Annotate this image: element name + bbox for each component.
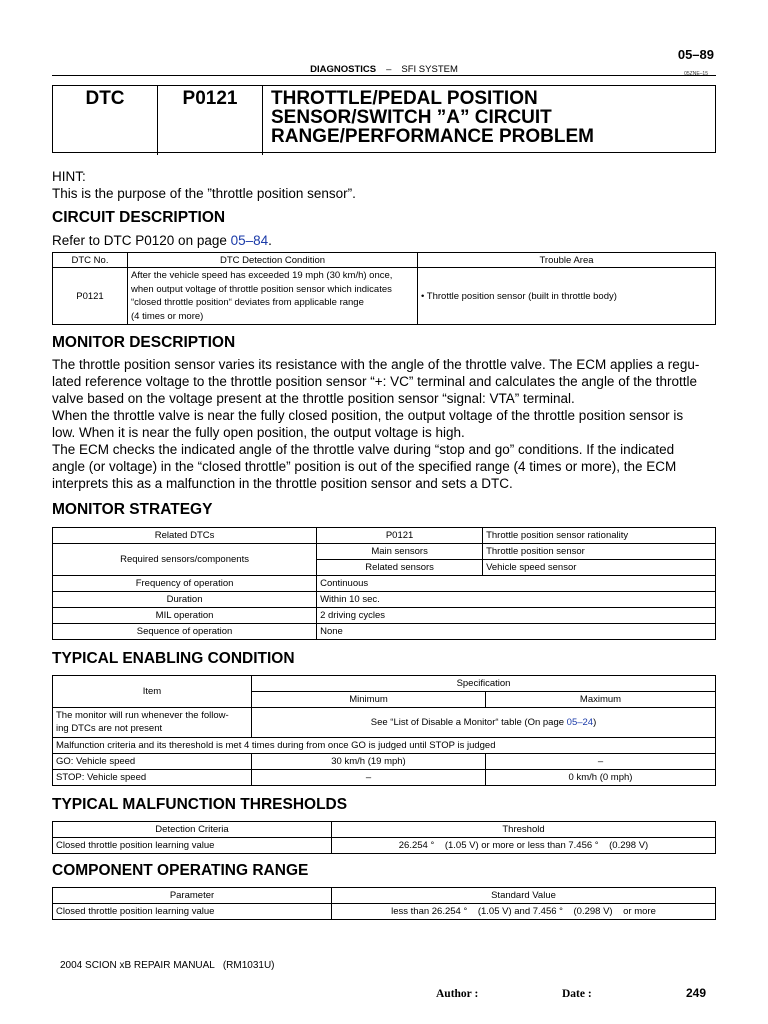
mt-col-criteria: Detection Criteria	[53, 822, 332, 838]
th-dtc-no: DTC No.	[53, 253, 128, 268]
ec-monitor-run	[53, 708, 252, 738]
or-col-standard: Standard Value	[332, 888, 716, 904]
ec-monitor-run-line: ing DTCs are not present	[56, 722, 163, 734]
condition-line: (4 times or more)	[131, 310, 204, 322]
monitor-strategy-heading: MONITOR STRATEGY	[52, 501, 213, 518]
or-col-parameter: Parameter	[53, 888, 332, 904]
ms-mil-value: 2 driving cycles	[317, 608, 716, 624]
mt-row-label: Closed throttle position learning value	[53, 838, 332, 854]
ms-related-sensors-label: Related sensors	[317, 560, 483, 576]
manual-footer: 2004 SCION xB REPAIR MANUAL (RM1031U)	[60, 960, 275, 971]
ec-see-suffix: )	[593, 717, 597, 728]
monitor-line: lated reference voltage to the throttle position sensor “+: VC” terminal and calculates the angle of the throttle	[52, 374, 697, 389]
ms-duration-value: Within 10 sec.	[317, 592, 716, 608]
dtc-detection-table	[52, 252, 716, 325]
monitor-strategy-table	[52, 527, 716, 640]
ec-go-min: 30 km/h (19 mph)	[252, 754, 486, 770]
dtc-code: P0121	[158, 86, 263, 155]
monitor-line: valve based on the voltage present at the throttle position sensor “signal: VTA” terminal.	[52, 391, 575, 406]
page-link-05-84[interactable]: 05–84	[230, 233, 269, 248]
monitor-line: interprets this as a malfunction in the throttle position sensor and sets a DTC.	[52, 476, 513, 491]
page-code: 05–89	[677, 47, 714, 62]
author-label: Author :	[436, 988, 479, 1000]
mt-row-value: 26.254 ° (1.05 V) or more or less than 7.456 ° (0.298 V)	[332, 838, 716, 854]
cell-dtc-no: P0121	[53, 268, 128, 325]
section-title: DIAGNOSTICS	[310, 64, 377, 75]
hint-label: HINT:	[52, 169, 86, 184]
doc-code: 05ZNE–15	[684, 71, 708, 77]
dtc-title-box	[52, 85, 716, 153]
th-detection-condition: DTC Detection Condition	[128, 253, 418, 268]
system-title: SFI SYSTEM	[401, 64, 458, 75]
or-row-label: Closed throttle position learning value	[53, 904, 332, 920]
dtc-title-line: RANGE/PERFORMANCE PROBLEM	[271, 126, 595, 147]
enabling-condition-heading: TYPICAL ENABLING CONDITION	[52, 650, 295, 667]
ec-item-label: Item	[53, 676, 252, 708]
ec-stop-min: –	[252, 770, 486, 786]
header-divider	[52, 75, 716, 76]
circuit-refer-text	[52, 232, 272, 249]
ms-required-label: Required sensors/components	[53, 544, 317, 576]
monitor-description-body	[52, 356, 722, 492]
refer-suffix: .	[268, 233, 272, 248]
ms-main-sensors-value: Throttle position sensor	[483, 544, 716, 560]
monitor-line: The throttle position sensor varies its resistance with the angle of the throttle valve. The ECM applies a regu-	[52, 357, 700, 372]
mt-col-threshold: Threshold	[332, 822, 716, 838]
ec-criteria: Malfunction criteria and its thereshold is met 4 times during from once GO is judged until STOP is judged	[53, 738, 716, 754]
ms-duration-label: Duration	[53, 592, 317, 608]
monitor-line: When the throttle valve is near the fully closed position, the output voltage of the throttle position sensor is	[52, 408, 684, 423]
ms-frequency-value: Continuous	[317, 576, 716, 592]
monitor-line: angle (or voltage) in the “closed throttle” position is out of the specified range (4 times or more), the ECM	[52, 459, 677, 474]
page-number: 249	[685, 986, 706, 1000]
th-trouble-area: Trouble Area	[418, 253, 716, 268]
section-header	[0, 64, 768, 75]
dtc-label: DTC	[53, 86, 158, 155]
cell-trouble-area: • Throttle position sensor (built in throttle body)	[418, 268, 716, 325]
ms-related-dtcs-desc: Throttle position sensor rationality	[483, 528, 716, 544]
monitor-line: low. When it is near the fully open position, the output voltage is high.	[52, 425, 465, 440]
hint-text: This is the purpose of the ”throttle position sensor”.	[52, 186, 356, 201]
refer-prefix: Refer to DTC P0120 on page	[52, 233, 231, 248]
condition-line: After the vehicle speed has exceeded 19 mph (30 km/h) once,	[131, 270, 393, 281]
dtc-title-line: THROTTLE/PEDAL POSITION	[271, 88, 538, 109]
ms-mil-label: MIL operation	[53, 608, 317, 624]
ms-sequence-label: Sequence of operation	[53, 624, 317, 640]
enabling-condition-table	[52, 675, 716, 786]
ec-stop-max: 0 km/h (0 mph)	[486, 770, 716, 786]
section-dash: –	[386, 64, 392, 75]
operating-range-heading: COMPONENT OPERATING RANGE	[52, 862, 309, 879]
ec-see-prefix: See “List of Disable a Monitor“ table (On page	[370, 717, 567, 728]
malfunction-thresholds-heading: TYPICAL MALFUNCTION THRESHOLDS	[52, 796, 348, 813]
monitor-description-heading: MONITOR DESCRIPTION	[52, 334, 236, 351]
ms-related-dtcs-label: Related DTCs	[53, 528, 317, 544]
cell-detection-condition	[128, 268, 418, 325]
condition-line: “closed throttle position“ deviates from applicable range	[131, 297, 364, 308]
ec-stop-label: STOP: Vehicle speed	[53, 770, 252, 786]
page-link-05-24[interactable]: 05–24	[566, 717, 594, 728]
condition-line: when output voltage of throttle position sensor which indicates	[131, 283, 392, 295]
operating-range-table	[52, 887, 716, 920]
ms-sequence-value: None	[317, 624, 716, 640]
dtc-title-line: SENSOR/SWITCH ”A” CIRCUIT	[271, 107, 552, 128]
ms-frequency-label: Frequency of operation	[53, 576, 317, 592]
ms-main-sensors-label: Main sensors	[317, 544, 483, 560]
ec-min-label: Minimum	[252, 692, 486, 708]
ec-spec-label: Specification	[252, 676, 716, 692]
ms-related-sensors-value: Vehicle speed sensor	[483, 560, 716, 576]
ms-related-dtcs-code: P0121	[317, 528, 483, 544]
circuit-description-heading: CIRCUIT DESCRIPTION	[52, 209, 226, 226]
ec-max-label: Maximum	[486, 692, 716, 708]
ec-go-label: GO: Vehicle speed	[53, 754, 252, 770]
ec-monitor-run-line: The monitor will run whenever the follow-	[56, 710, 229, 721]
dtc-title	[271, 86, 711, 155]
monitor-line: The ECM checks the indicated angle of the throttle valve during “stop and go” conditions. If the indicated	[52, 442, 675, 457]
or-row-value: less than 26.254 ° (1.05 V) and 7.456 ° (0.298 V) or more	[332, 904, 716, 920]
date-label: Date :	[562, 988, 592, 1000]
ec-go-max: –	[486, 754, 716, 770]
malfunction-thresholds-table	[52, 821, 716, 854]
ec-see-list	[252, 708, 716, 738]
